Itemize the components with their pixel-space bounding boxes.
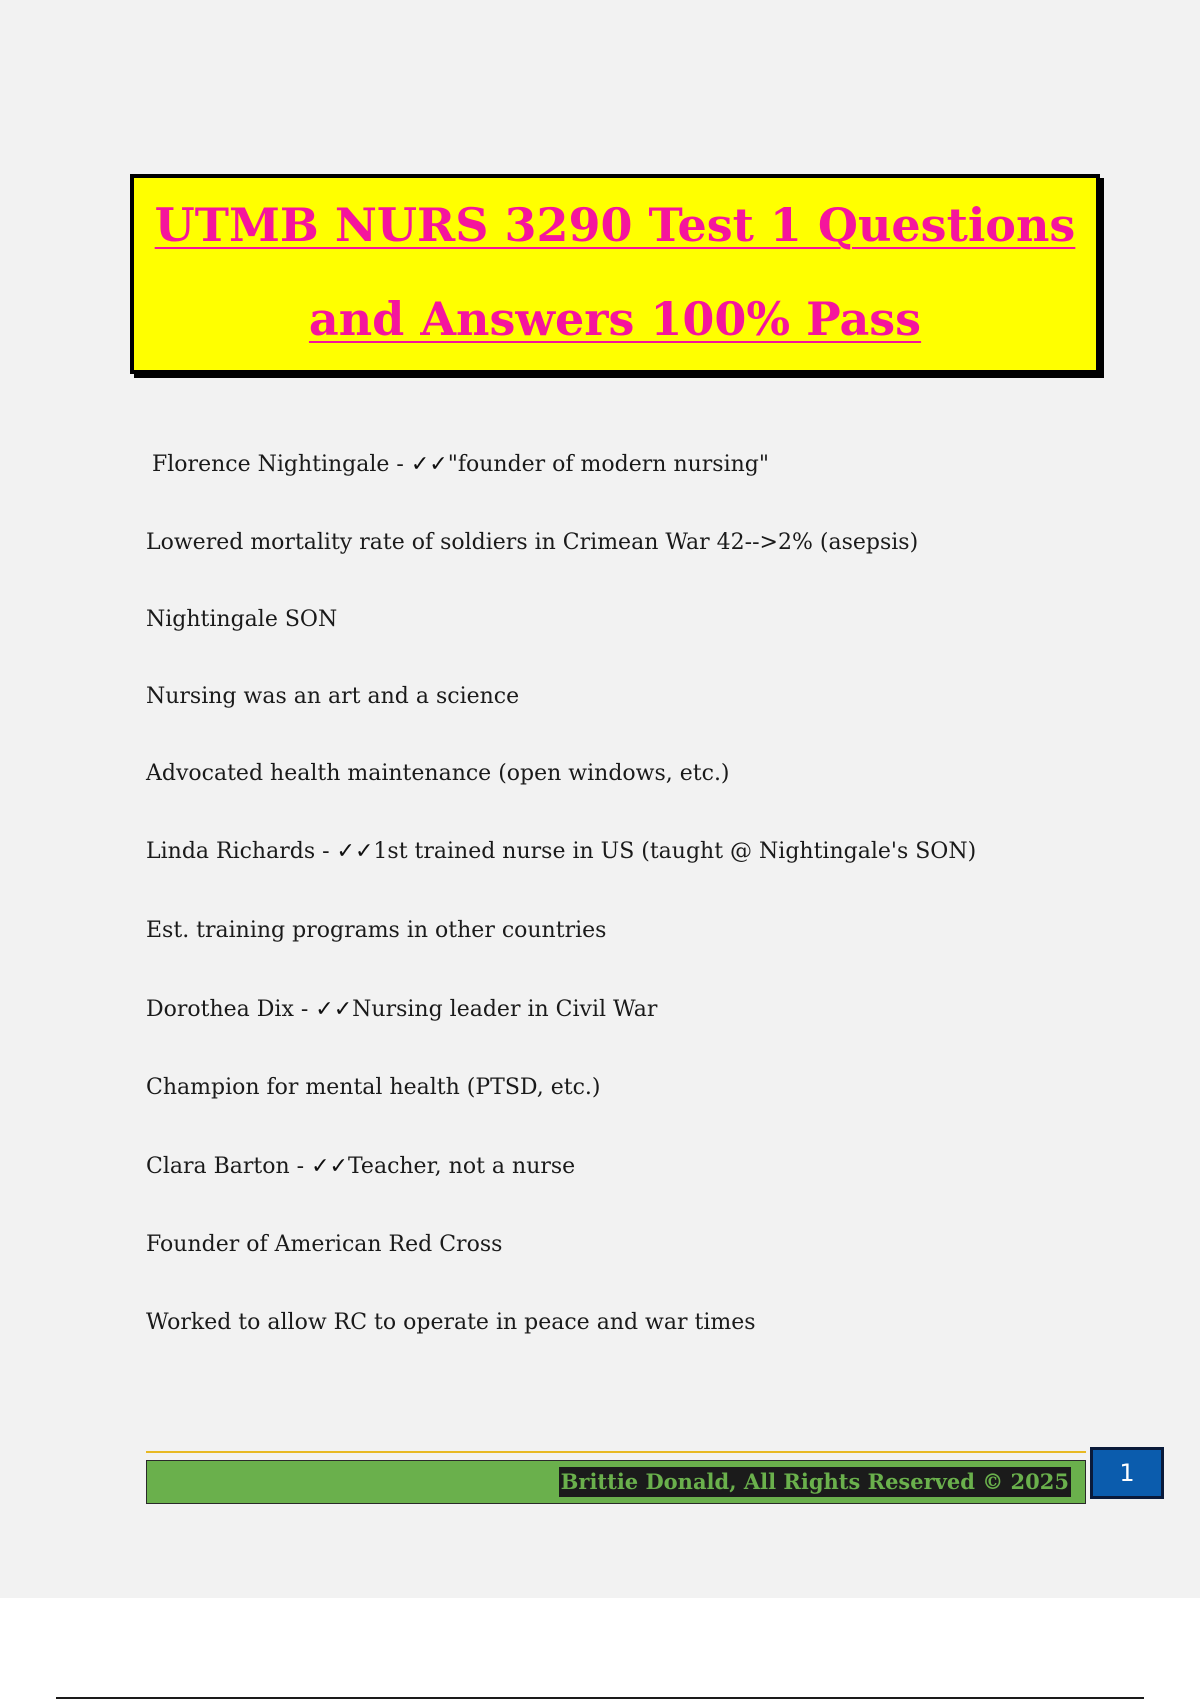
- double-check-icon: ✓✓: [336, 839, 374, 864]
- qa-entry-note: Advocated health maintenance (open windows, etc.): [146, 761, 730, 786]
- qa-entry-note: Nightingale SON: [146, 607, 338, 632]
- entry-term: Linda Richards -: [146, 839, 337, 864]
- double-check-icon: ✓✓: [410, 452, 448, 477]
- entry-term: Clara Barton -: [146, 1154, 312, 1179]
- qa-entry-note: Founder of American Red Cross: [146, 1232, 503, 1257]
- entry-answer: "founder of modern nursing": [447, 452, 769, 477]
- page-number-box: [1090, 1447, 1164, 1499]
- footer-copyright: Brittie Donald, All Rights Reserved © 2025: [559, 1467, 1071, 1497]
- double-check-icon: ✓✓: [315, 997, 353, 1022]
- qa-entry-note: Worked to allow RC to operate in peace and war times: [146, 1310, 756, 1335]
- document-title-line-1: UTMB NURS 3290 Test 1 Questions: [154, 198, 1076, 252]
- qa-entry-linda-richards: [146, 837, 976, 867]
- entry-term: Dorothea Dix -: [146, 997, 316, 1022]
- title-box: [130, 174, 1100, 374]
- document-title-line-2: and Answers 100% Pass: [308, 292, 922, 346]
- page-number: 1: [1119, 1459, 1135, 1487]
- entry-answer: Nursing leader in Civil War: [352, 997, 658, 1022]
- double-check-icon: ✓✓: [311, 1154, 348, 1179]
- qa-entry-florence-nightingale: [152, 450, 769, 480]
- entry-answer: 1st trained nurse in US (taught @ Nightingale's SON): [373, 839, 977, 864]
- footer-divider: [146, 1451, 1086, 1453]
- qa-entry-note: Est. training programs in other countries: [146, 918, 607, 943]
- qa-entry-note: Nursing was an art and a science: [146, 684, 520, 709]
- qa-entry-dorothea-dix: [146, 995, 657, 1025]
- qa-entry-note: Lowered mortality rate of soldiers in Crimean War 42-->2% (asepsis): [146, 530, 919, 555]
- qa-entry-clara-barton: [146, 1152, 575, 1182]
- footer-bar: [146, 1460, 1086, 1504]
- qa-entry-note: Champion for mental health (PTSD, etc.): [146, 1075, 601, 1100]
- entry-answer: Teacher, not a nurse: [347, 1154, 576, 1179]
- entry-term: Florence Nightingale -: [152, 452, 411, 477]
- page-bottom-rule: [56, 1697, 1144, 1699]
